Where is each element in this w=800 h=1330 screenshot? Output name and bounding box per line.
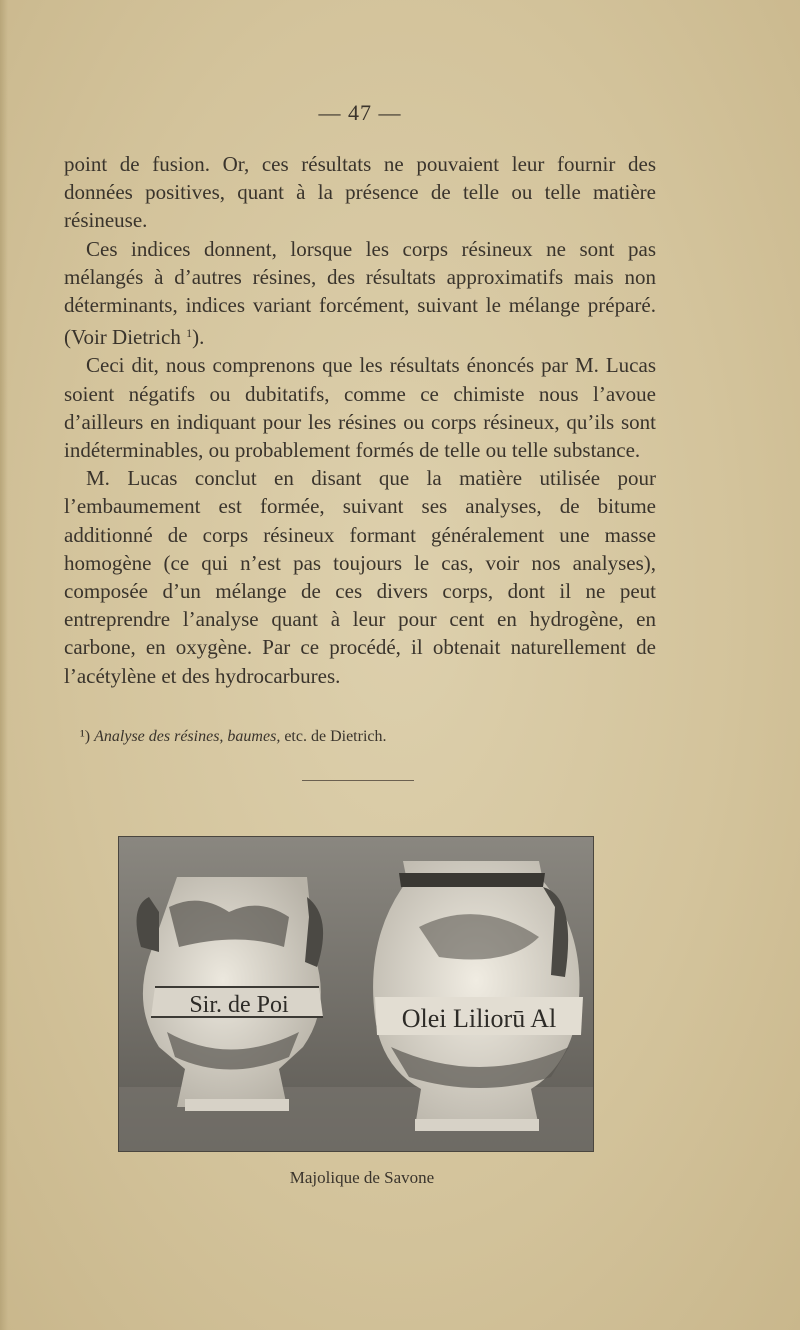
left-jar-label: Sir. de Poi <box>189 992 289 1018</box>
figure-caption: Majolique de Savone <box>289 1168 435 1187</box>
footnote-mark: ¹) <box>80 728 91 745</box>
paragraph-3: Ceci dit, nous comprenons que les résultats énoncés par M. Lucas soient négatifs ou dubitatifs, comme ce chimiste nous l’avoue d’ailleurs en indiquant pour les résines ou corps résineux, qu’ils sont indéterminables, ou probablement formés de telle ou telle substance. <box>64 353 656 463</box>
footnote-reference: 1 <box>186 326 193 341</box>
footnote <box>80 728 640 746</box>
photo-illustration <box>119 837 593 1151</box>
footnote-title: Analyse des résines, baumes, <box>94 728 281 745</box>
right-jar-label: Olei Liliorū Al <box>401 1004 557 1033</box>
body-text <box>64 150 656 690</box>
paragraph-2 <box>64 235 656 352</box>
footnote-rest: etc. de Dietrich. <box>284 728 387 745</box>
paragraph-2-text: Ces indices donnent, lorsque les corps résineux ne sont pas mélangés à d’autres résines, des résultats approximatifs mais non déterminants, indices variant forcément, suivant le mélange préparé. (Voir Dietrich <box>64 236 656 350</box>
majolica-photograph <box>118 836 594 1152</box>
page-number: — 47 — <box>318 100 402 125</box>
paragraph-2-end: ). <box>192 325 205 350</box>
paragraph-4: M. Lucas conclut en disant que la matière utilisée pour l’embaumement est formée, suivant ses analyses, de bitume additionné de corps résineux formant généralement une masse homogène (ce qui n’est pas toujours le cas, voir nos analyses), composée d’un mélange de ces divers corps, dont il ne peut entreprendre l’analyse quant à leur pour cent en hydrogène, en carbone, en oxygène. Par ce procédé, il obtenait naturellement de l’acétylène et des hydrocarbures. <box>64 466 656 688</box>
separator-rule <box>302 780 414 781</box>
paragraph-1: point de fusion. Or, ces résultats ne pouvaient leur fournir des données positives, quant à la présence de telle ou telle matière résineuse. <box>64 152 656 233</box>
